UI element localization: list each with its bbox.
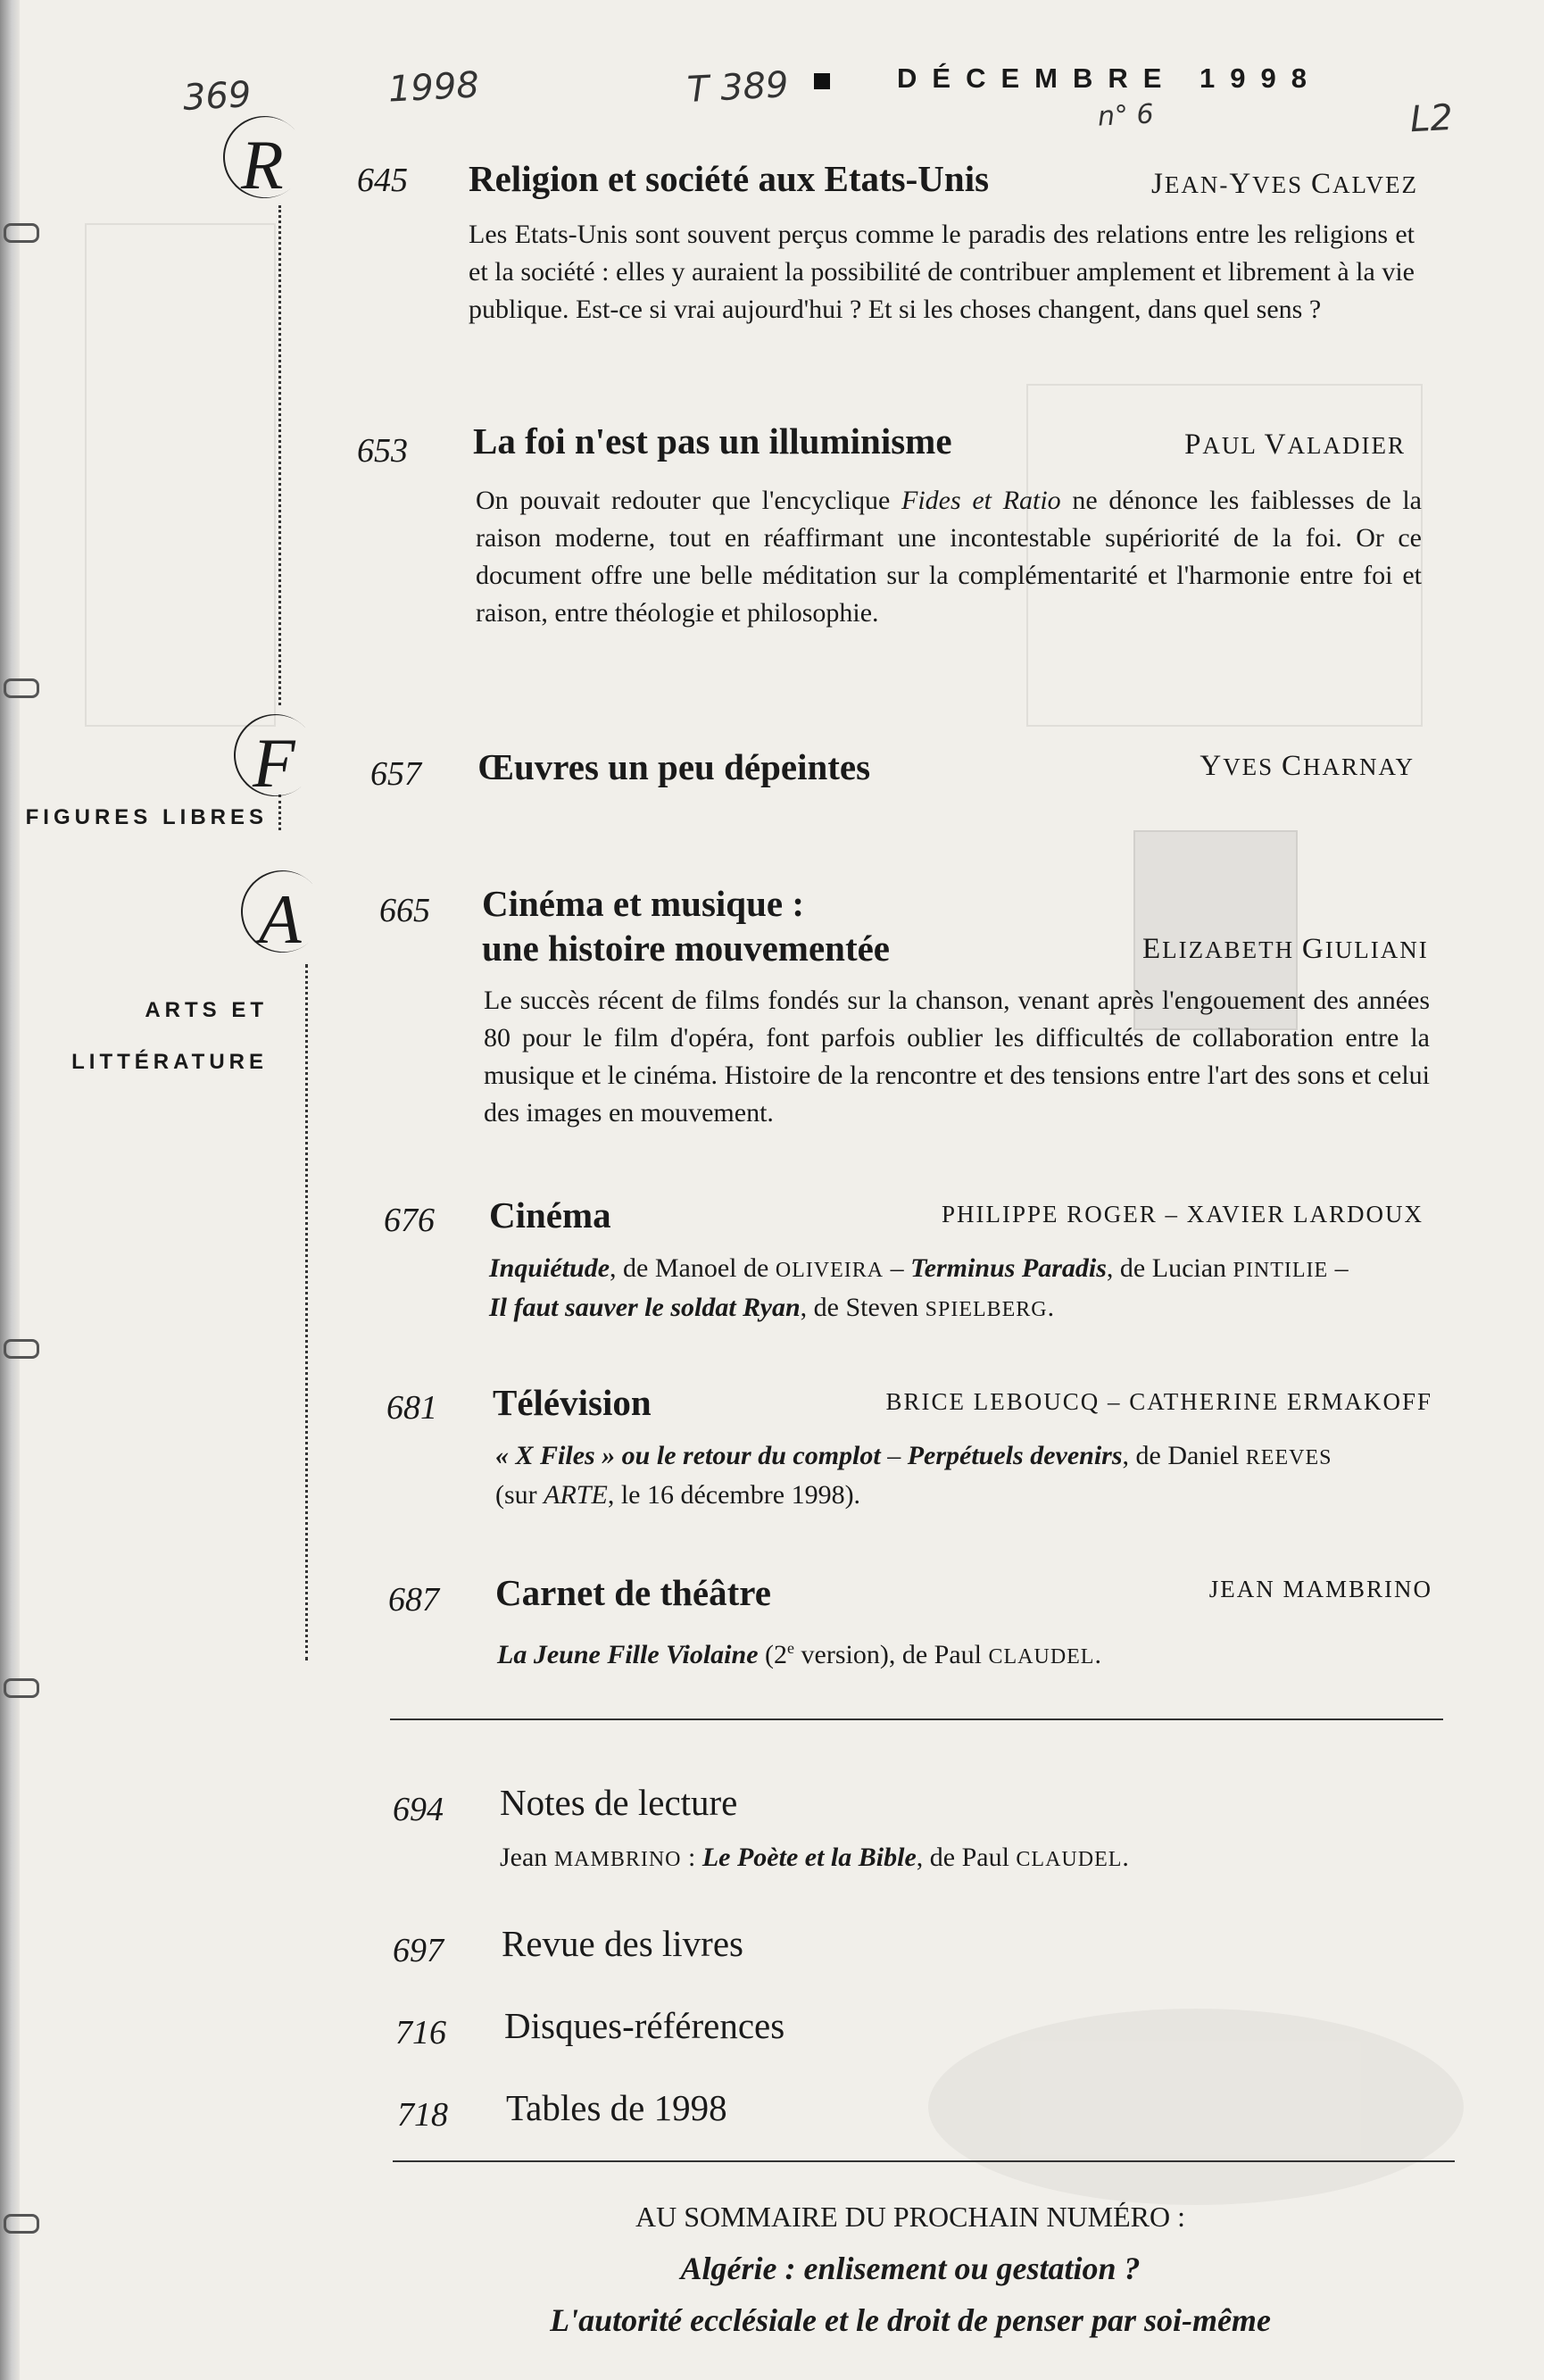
header-bullet xyxy=(814,73,830,89)
page-number: 716 xyxy=(395,2014,446,2051)
next-issue-item: Algérie : enlisement ou gestation ? xyxy=(680,2251,1141,2286)
handwritten-note: 369 xyxy=(181,74,253,119)
page-number: 653 xyxy=(357,432,408,470)
play-line: La Jeune Fille Violaine (2e version), de Paul CLAUDEL. xyxy=(497,1639,1101,1669)
rubric-detail: Jean MAMBRINO : Le Poète et la Bible, de Paul CLAUDEL. xyxy=(500,1843,1129,1872)
section-label-arts: ARTS ET xyxy=(145,998,268,1022)
binder-ring xyxy=(4,1339,39,1359)
article-author: ELIZABETH GIULIANI xyxy=(1142,933,1429,965)
next-issue-heading: AU SOMMAIRE DU PROCHAIN NUMÉRO : xyxy=(635,2201,1186,2233)
article-author: JEAN MAMBRINO xyxy=(1208,1576,1432,1602)
page-number: 676 xyxy=(384,1202,435,1239)
binder-ring xyxy=(4,2214,39,2234)
binder-ring xyxy=(4,678,39,698)
article-title[interactable]: Cinéma et musique : xyxy=(482,883,805,924)
page-number: 681 xyxy=(386,1389,437,1427)
article-title[interactable]: Religion et société aux Etats-Unis xyxy=(469,158,990,199)
article-author: PAUL VALADIER xyxy=(1184,429,1406,461)
bleed-through-ornament xyxy=(928,2009,1464,2205)
section-letter-f: F xyxy=(253,724,295,802)
article-author: YVES CHARNAY xyxy=(1200,750,1415,782)
rubric-title[interactable]: Notes de lecture xyxy=(500,1782,738,1823)
article-title[interactable]: La foi n'est pas un illuminisme xyxy=(473,420,952,462)
article-author: JEAN-YVES CALVEZ xyxy=(1151,168,1418,200)
article-description: Les Etats-Unis sont souvent perçus comme le paradis des relations entre les religions et et la société : elles y auraient la possibilité de contribuer amplement et librement à la vie publique. Est-ce si vrai aujourd'hui ? Et si les choses changent, dans quel sens ? xyxy=(469,220,1415,324)
binder-ring xyxy=(4,1678,39,1698)
handwritten-note: T 389 xyxy=(685,64,790,111)
section-divider-line xyxy=(278,205,281,705)
section-label-figures-libres: FIGURES LIBRES xyxy=(25,805,268,829)
page-number: 687 xyxy=(388,1581,439,1619)
article-title[interactable]: une histoire mouvementée xyxy=(482,928,891,969)
article-author: PHILIPPE ROGER – XAVIER LARDOUX xyxy=(941,1201,1424,1227)
page-number: 657 xyxy=(370,755,421,793)
bleed-through-image xyxy=(85,223,276,727)
article-title[interactable]: Cinéma xyxy=(489,1194,611,1236)
divider xyxy=(393,2160,1455,2162)
article-title[interactable]: Télévision xyxy=(493,1382,652,1423)
article-title[interactable]: Œuvres un peu dépeintes xyxy=(477,746,871,787)
section-letter-a: A xyxy=(259,880,302,958)
page-number: 697 xyxy=(393,1932,444,1969)
film-list: Inquiétude, de Manoel de OLIVEIRA – Terminus Paradis, de Lucian PINTILIE – Il faut sauver le soldat Ryan, de Steven SPIELBERG. xyxy=(489,1253,1349,1322)
article-title[interactable]: Carnet de théâtre xyxy=(495,1572,771,1613)
handwritten-note: 1998 xyxy=(386,64,480,111)
rubric-title[interactable]: Disques-références xyxy=(504,2005,785,2046)
page-number: 665 xyxy=(379,892,430,929)
article-author: BRICE LEBOUCQ – CATHERINE ERMAKOFF xyxy=(885,1388,1432,1415)
section-label-litterature: LITTÉRATURE xyxy=(71,1050,268,1074)
handwritten-note: L2 xyxy=(1408,96,1454,141)
page-number: 718 xyxy=(397,2096,448,2134)
section-letter-r: R xyxy=(241,126,284,204)
issue-date: DÉCEMBRE 1998 xyxy=(897,62,1322,94)
section-divider-line xyxy=(305,964,308,1660)
page-number: 645 xyxy=(357,162,408,199)
tv-list: « X Files » ou le retour du complot – Perpétuels devenirs, de Daniel REEVES (sur ARTE, le 16 décembre 1998). xyxy=(495,1441,1332,1510)
article-description: Le succès récent de films fondés sur la chanson, venant après l'engouement des années 80 pour le film d'opéra, font parfois oublier les difficultés de collaboration entre la musique et le cinéma. Histoire de la rencontre et des tensions entre l'art des sons et celui des images en mouvement. xyxy=(484,986,1430,1128)
next-issue-item: L'autorité ecclésiale et le droit de penser par soi-même xyxy=(550,2302,1271,2338)
page-number: 694 xyxy=(393,1791,444,1828)
divider xyxy=(390,1718,1443,1720)
binder-ring xyxy=(4,223,39,243)
article-description: On pouvait redouter que l'encyclique Fides et Ratio ne dénonce les faiblesses de la raison moderne, tout en réaffirmant une incontestable supériorité de la foi. Or ce document offre une belle méditation sur la complémentarité et l'harmonie entre foi et raison, entre théologie et philosophie. xyxy=(476,486,1422,628)
binding-edge xyxy=(0,0,20,2380)
handwritten-note: n° 6 xyxy=(1097,98,1155,133)
rubric-title[interactable]: Tables de 1998 xyxy=(506,2087,727,2128)
rubric-title[interactable]: Revue des livres xyxy=(502,1923,743,1964)
